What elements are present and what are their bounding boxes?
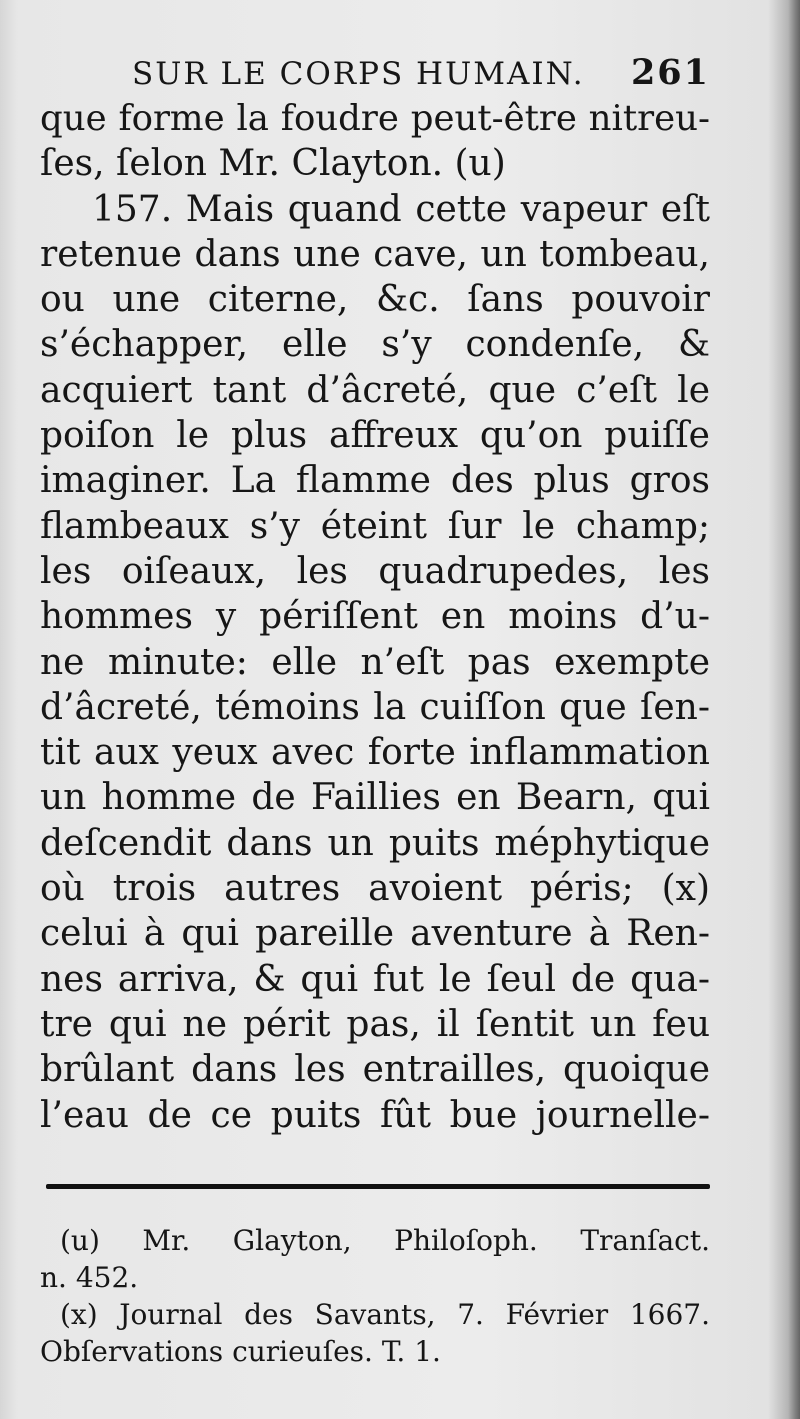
body-text	[40, 96, 710, 1138]
text-line: les oiſeaux, les quadrupedes, les	[40, 550, 710, 592]
text-line: flambeaux s’y éteint ſur le champ;	[40, 505, 710, 547]
footnote-rule	[46, 1184, 710, 1189]
running-head	[40, 52, 710, 98]
footnote-x: (x) Journal des Savants, 7. Février 1667.	[60, 1298, 710, 1331]
text-line: l’eau de ce puits fût bue journelle-	[40, 1094, 710, 1136]
text-line: acquiert tant d’âcreté, que c’eſt le	[40, 369, 710, 411]
text-line: nes arriva, & qui fut le ſeul de qua-	[40, 958, 710, 1000]
text-line: ne minute: elle n’eſt pas exempte	[40, 641, 710, 683]
page-number: 261	[630, 52, 710, 93]
footnotes	[40, 1222, 710, 1370]
text-line: où trois autres avoient péris; (x)	[40, 868, 710, 910]
text-line: que forme la foudre peut-être nitreu-	[40, 98, 710, 139]
text-line: celui à qui pareille aventure à Ren-	[40, 913, 710, 955]
text-line: hommes y périſſent en moins d’u-	[40, 596, 710, 638]
text-line: tit aux yeux avec forte inflammation	[40, 732, 710, 774]
text-line: tre qui ne périt pas, il ſentit un feu	[40, 1003, 710, 1045]
text-line: retenue dans une cave, un tombeau,	[40, 233, 710, 275]
text-line: deſcendit dans un puits méphytique	[40, 822, 710, 864]
footnote-u: (u) Mr. Glayton, Philoſoph. Tranſact.	[60, 1224, 710, 1257]
footnote-u-continuation: n. 452.	[40, 1261, 139, 1294]
text-line: ſes, ſelon Mr. Clayton. (u)	[40, 143, 506, 185]
text-line: imaginer. La flamme des plus gros	[40, 460, 710, 502]
text-line: d’âcreté, témoins la cuiſſon que ſen-	[40, 686, 710, 728]
text-line: brûlant dans les entrailles, quoique	[40, 1049, 710, 1091]
text-line: ou une citerne, &c. ſans pouvoir	[40, 279, 710, 321]
footnote-x-continuation: Obſervations curieuſes. T. 1.	[40, 1335, 441, 1368]
text-line: poiſon le plus affreux qu’on puiſſe	[40, 415, 710, 457]
running-title: SUR LE CORPS HUMAIN.	[132, 56, 585, 92]
text-line: un homme de Faillies en Bearn, qui	[40, 777, 710, 819]
paragraph-start-line: 157. Mais quand cette vapeur eſt	[92, 188, 710, 230]
text-line: s’échapper, elle s’y condenſe, &	[40, 324, 710, 366]
page-edge-shadow	[788, 0, 800, 1419]
